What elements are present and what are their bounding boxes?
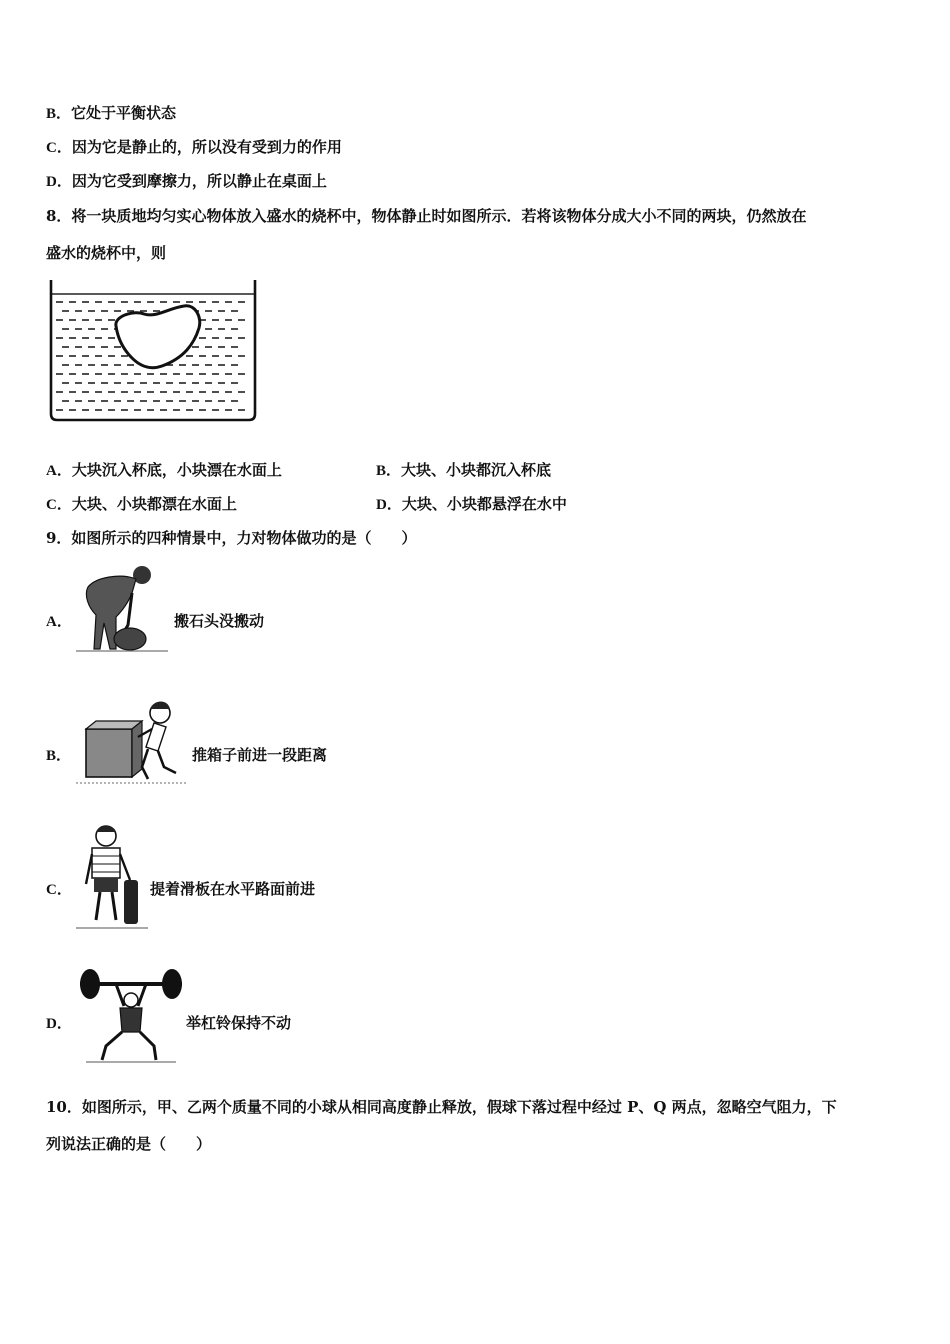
floating-object bbox=[116, 306, 200, 368]
option-text: 大块沉入杯底，小块漂在水面上 bbox=[71, 461, 282, 479]
q10-stem-line1: 10．如图所示，甲、乙两个质量不同的小球从相同高度静止释放，假球下落过程中经过 P、Q 两点，忽略空气阻力，下 bbox=[46, 1098, 837, 1116]
q9-option-d-text: 举杠铃保持不动 bbox=[186, 1014, 292, 1032]
q9-option-a-label: A． bbox=[46, 614, 72, 630]
option-label: D． bbox=[46, 174, 72, 190]
option-label: C． bbox=[46, 140, 72, 156]
q9-option-d-label: D． bbox=[46, 1016, 72, 1032]
q8-option-a bbox=[46, 459, 282, 480]
q9-option-c-text: 提着滑板在水平路面前进 bbox=[150, 880, 316, 898]
option-text: 大块、小块都沉入杯底 bbox=[401, 461, 552, 479]
q9-stem: 9．如图所示的四种情景中，力对物体做功的是（ ） bbox=[46, 529, 417, 547]
carrying-skateboard-icon bbox=[76, 824, 148, 932]
option-label: A． bbox=[46, 463, 72, 479]
q10-stem-line2: 列说法正确的是（ ） bbox=[46, 1135, 212, 1153]
option-text: 大块、小块都悬浮在水中 bbox=[401, 495, 567, 513]
q8-stem-line2: 盛水的烧杯中，则 bbox=[46, 244, 167, 262]
q8-option-b bbox=[376, 459, 551, 480]
lifting-stone-icon bbox=[76, 563, 168, 655]
option-label: D． bbox=[376, 497, 402, 513]
pushing-box-icon bbox=[76, 695, 188, 790]
weightlifter-icon bbox=[76, 964, 186, 1064]
q7-option-b bbox=[46, 102, 176, 123]
q7-option-c bbox=[46, 136, 342, 157]
option-label: B． bbox=[376, 463, 402, 479]
option-text: 因为它是静止的，所以没有受到力的作用 bbox=[71, 138, 342, 156]
q8-option-d bbox=[376, 493, 567, 514]
beaker-figure bbox=[44, 278, 262, 426]
q9-option-c-label: C． bbox=[46, 882, 72, 898]
q9-option-b-text: 推箱子前进一段距离 bbox=[192, 746, 328, 764]
option-label: C． bbox=[46, 497, 72, 513]
q7-option-d bbox=[46, 170, 327, 191]
option-text: 因为它受到摩擦力，所以静止在桌面上 bbox=[71, 172, 327, 190]
q8-option-c bbox=[46, 493, 237, 514]
option-label: B． bbox=[46, 106, 72, 122]
option-text: 大块、小块都漂在水面上 bbox=[71, 495, 237, 513]
q9-option-b-label: B． bbox=[46, 748, 72, 764]
q9-option-a-text: 搬石头没搬动 bbox=[174, 612, 265, 630]
option-text: 它处于平衡状态 bbox=[71, 104, 177, 122]
q8-stem-line1: 8．将一块质地均匀实心物体放入盛水的烧杯中，物体静止时如图所示．若将该物体分成大小不同的两块，仍然放在 bbox=[46, 207, 807, 225]
